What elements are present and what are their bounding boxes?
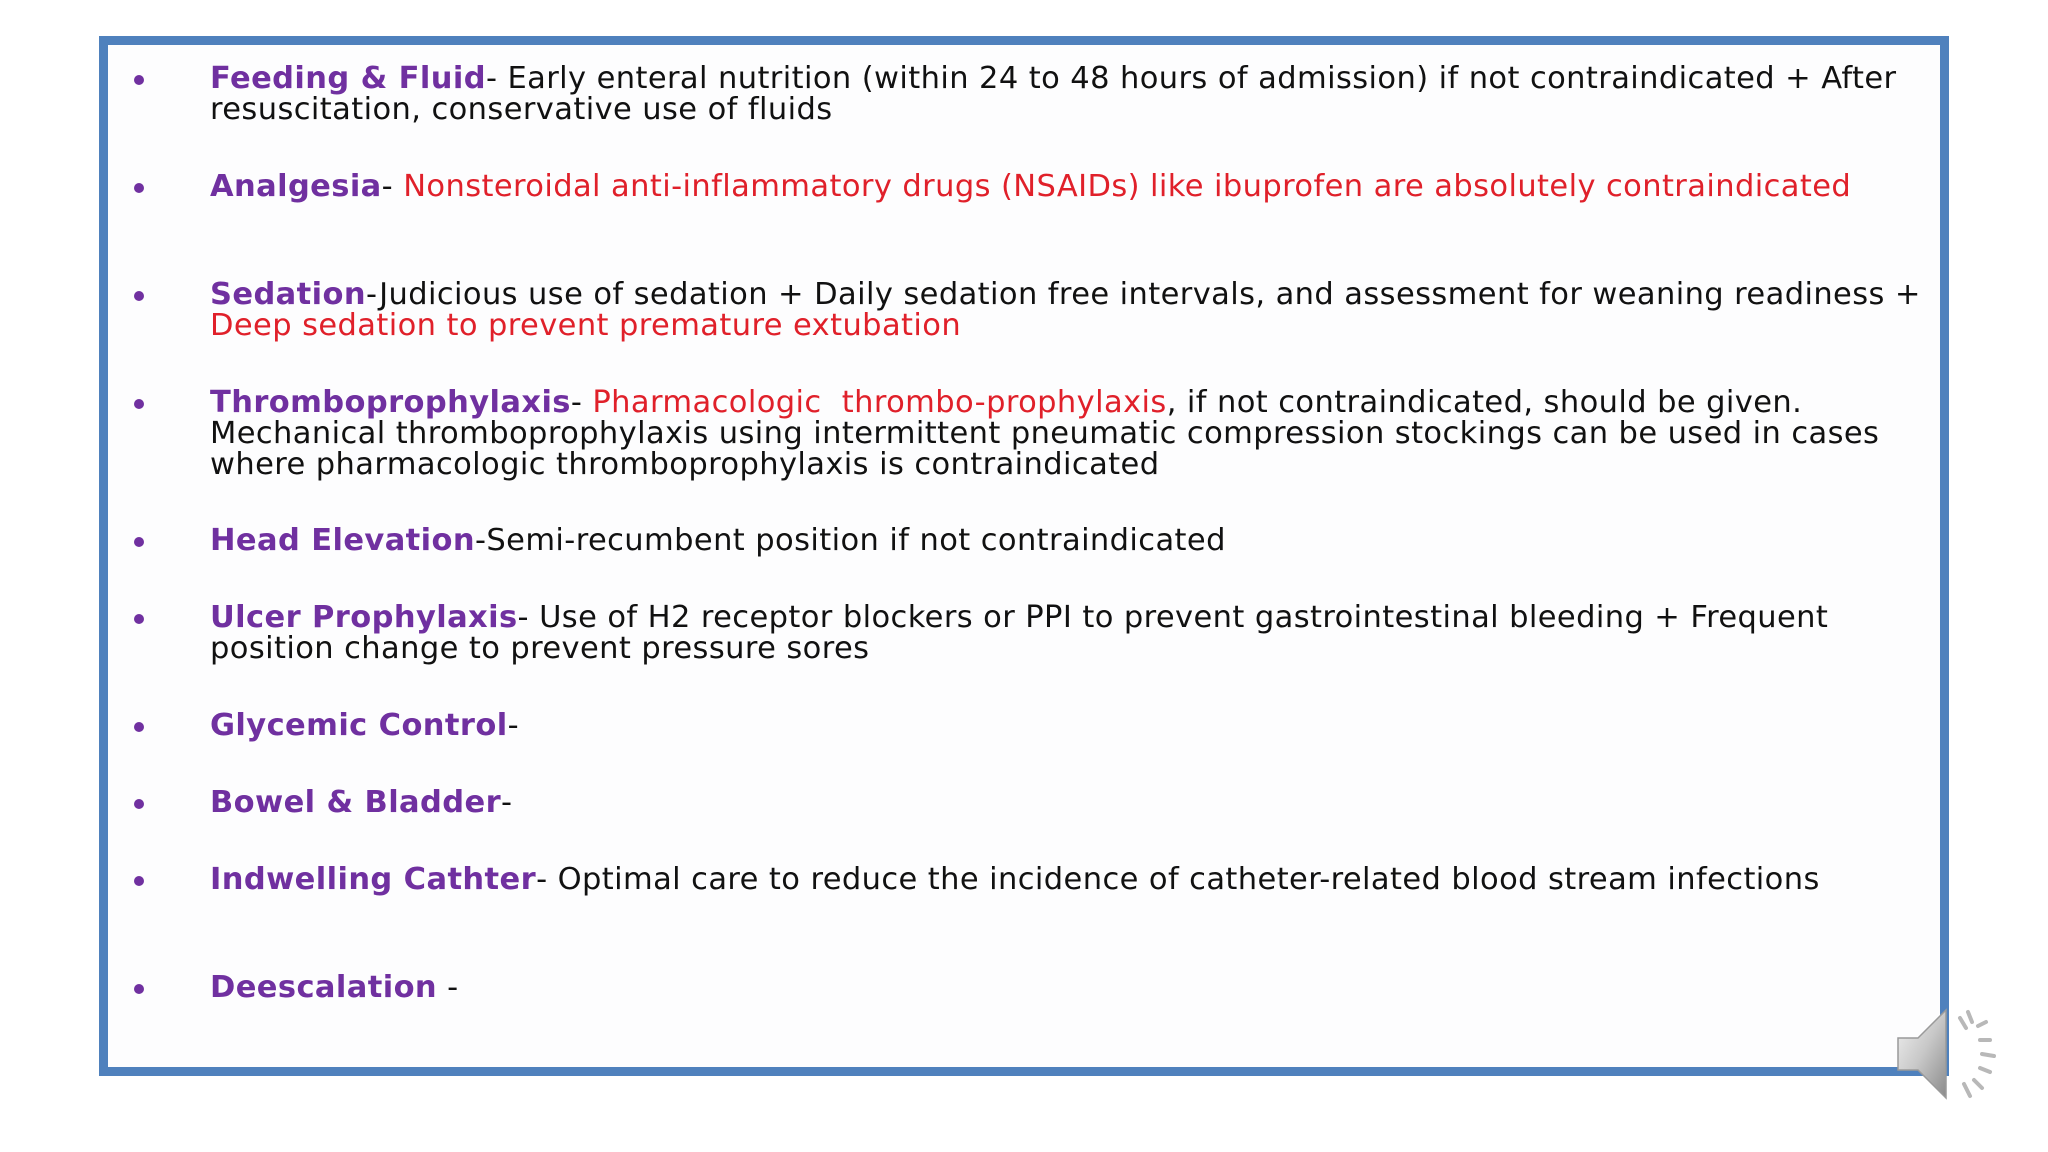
bullet-separator: - [437,970,459,1005]
bullet-term: Head Elevation [210,523,475,558]
bullet-separator: - [365,277,380,312]
bullet-body: Judicious use of sedation + Daily sedation free intervals, and assessment for weaning readiness + [379,277,1921,312]
bullet-term: Bowel & Bladder [210,785,502,820]
bullet-separator: - [507,708,519,743]
bullet-body: Early enteral nutrition (within 24 to 48 hours of admission) if not contraindicated + After resuscitation, conservative use of fluids [210,61,1897,127]
bullet-text [210,602,1955,664]
content-frame [99,36,1949,1076]
bullet-text [210,171,1955,202]
bullet-body: Optimal care to reduce the incidence of catheter-related blood stream infections [557,862,1820,897]
bullet-dot [134,291,144,301]
bullet-term: Indwelling Cathter [210,862,537,897]
bullet-text [210,63,1955,125]
bullet-dot [134,614,144,624]
bullet-separator: - [536,862,558,897]
speaker-icon[interactable] [1894,1000,2004,1110]
bullet-text [210,710,1955,741]
bullet-term: Feeding & Fluid [210,61,486,96]
bullet-dot [134,399,144,409]
bullet-body: Use of H2 receptor blockers or PPI to prevent gastrointestinal bleeding + Frequent position change to prevent pressure sores [210,600,1829,666]
bullet-text [210,972,1955,1003]
bullet-separator: - [474,523,487,558]
bullet-dot [134,799,144,809]
bullet-term: Analgesia [210,169,382,204]
bullet-body: Semi-recumbent position if not contraindicated [486,523,1226,558]
bullet-dot [134,537,144,547]
bullet-dot [134,984,144,994]
bullet-dot [134,876,144,886]
bullet-text [210,787,1955,818]
bullet-dot [134,183,144,193]
bullet-separator: - [381,169,404,204]
bullet-separator: - [501,785,513,820]
bullet-dot [134,722,144,732]
bullet-term: Sedation [210,277,366,312]
bullet-text [210,525,1955,556]
bullet-body-warning: Pharmacologic thrombo-prophylaxis [592,385,1167,420]
bullet-term: Deescalation [210,970,438,1005]
bullet-term: Ulcer Prophylaxis [210,600,518,635]
bullet-body-warning: Nonsteroidal anti-inflammatory drugs (NSAIDs) like ibuprofen are absolutely contraindicated [403,169,1852,204]
bullet-term: Glycemic Control [210,708,508,743]
bullet-separator: - [517,600,540,635]
bullet-dot [134,75,144,85]
bullet-text [210,864,1955,895]
bullet-body-warning: Deep sedation to prevent premature extubation [210,308,962,343]
bullet-body: , if not contraindicated, should be given. Mechanical thromboprophylaxis using intermittent pneumatic compression stockings can be used in cases where pharmacologic thromboprophylaxis is contraindicated [210,385,1880,482]
bullet-text [210,279,1955,341]
bullet-text [210,387,1955,480]
bullet-term: Thromboprophylaxis [210,385,571,420]
bullet-separator: - [570,385,593,420]
speaker-icon-graphic [1894,1000,2004,1110]
bullet-separator: - [485,61,508,96]
